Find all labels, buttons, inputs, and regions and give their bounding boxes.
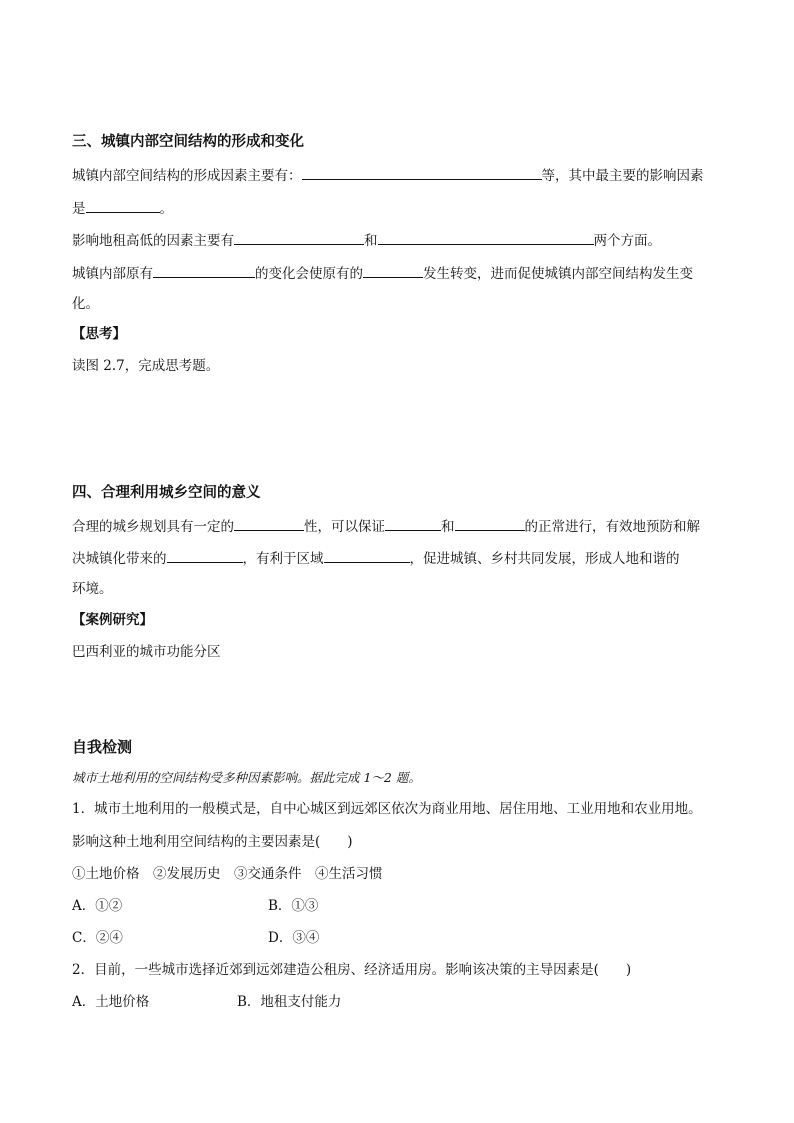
answer-blank[interactable] — [363, 263, 423, 278]
think-label: 【思考】 — [72, 326, 126, 342]
section3-line3 — [72, 230, 661, 250]
answer-blank[interactable] — [167, 548, 243, 563]
text: 影响地租高低的因素主要有 — [72, 233, 234, 249]
q1-row1 — [72, 897, 318, 915]
answer-blank[interactable] — [153, 263, 255, 278]
section3-line5: 化。 — [72, 296, 99, 312]
answer-blank[interactable] — [86, 198, 160, 213]
answer-blank[interactable] — [385, 516, 441, 531]
text: 性，可以保证 — [304, 519, 385, 535]
q1-line1: 1．城市土地利用的一般模式是，自中心城区到远郊区依次为商业用地、居住用地、工业用地和农业用地。 — [72, 801, 702, 817]
text: 城镇内部原有 — [72, 266, 153, 282]
answer-blank[interactable] — [302, 165, 542, 180]
option-d[interactable]: D．③④ — [268, 930, 320, 946]
answer-blank[interactable] — [455, 516, 525, 531]
section3-line1 — [72, 165, 704, 185]
text: ，有利于区域 — [242, 551, 324, 567]
option-b[interactable]: B．①③ — [268, 898, 319, 914]
text: 合理的城乡规划具有一定的 — [72, 519, 234, 535]
case-label: 【案例研究】 — [72, 612, 153, 628]
text: 和 — [441, 519, 455, 535]
self-test-intro: 城市土地利用的空间结构受多种因素影响。据此完成 1～2 题。 — [72, 770, 421, 785]
text: 决城镇化带来的 — [72, 551, 167, 567]
answer-blank[interactable] — [378, 230, 594, 245]
case-text: 巴西利亚的城市功能分区 — [72, 644, 221, 660]
text: 发生转变，进而促使城镇内部空间结构发生变 — [423, 266, 693, 282]
text: 。 — [159, 201, 173, 217]
q1-line2: 影响这种土地利用空间结构的主要因素是( ) — [72, 834, 353, 850]
option-b[interactable]: B．地租支付能力 — [237, 994, 342, 1010]
q1-items: ①土地价格 ②发展历史 ③交通条件 ④生活习惯 — [72, 866, 383, 882]
section4-line1 — [72, 516, 700, 536]
text: 两个方面。 — [593, 233, 661, 249]
self-test-heading: 自我检测 — [72, 738, 133, 756]
answer-blank[interactable] — [234, 516, 304, 531]
q1-row2 — [72, 929, 319, 947]
think-text: 读图 2.7，完成思考题。 — [72, 358, 220, 374]
option-c[interactable]: C．②④ — [72, 930, 123, 946]
section4-heading: 四、合理利用城乡空间的意义 — [72, 484, 261, 501]
section4-line2 — [72, 548, 680, 568]
text: 是 — [72, 201, 86, 217]
section4-line3: 环境。 — [72, 581, 113, 597]
section3-line4 — [72, 263, 693, 283]
text: 的变化会使原有的 — [255, 266, 363, 282]
text: 和 — [364, 233, 378, 249]
section3-line2 — [72, 198, 173, 218]
text: 的正常进行，有效地预防和解 — [524, 519, 700, 535]
option-a[interactable]: A．土地价格 — [72, 994, 150, 1010]
text: 城镇内部空间结构的形成因素主要有： — [72, 168, 302, 184]
option-a[interactable]: A．①② — [72, 898, 123, 914]
answer-blank[interactable] — [324, 548, 410, 563]
answer-blank[interactable] — [234, 230, 364, 245]
q2-row1 — [72, 993, 341, 1011]
q2-line1: 2．目前，一些城市选择近郊到远郊建造公租房、经济适用房。影响该决策的主导因素是( ) — [72, 962, 632, 978]
text: ，促进城镇、乡村共同发展，形成人地和谐的 — [409, 551, 680, 567]
section3-heading: 三、城镇内部空间结构的形成和变化 — [72, 133, 304, 150]
text: 等，其中最主要的影响因素 — [541, 168, 704, 184]
